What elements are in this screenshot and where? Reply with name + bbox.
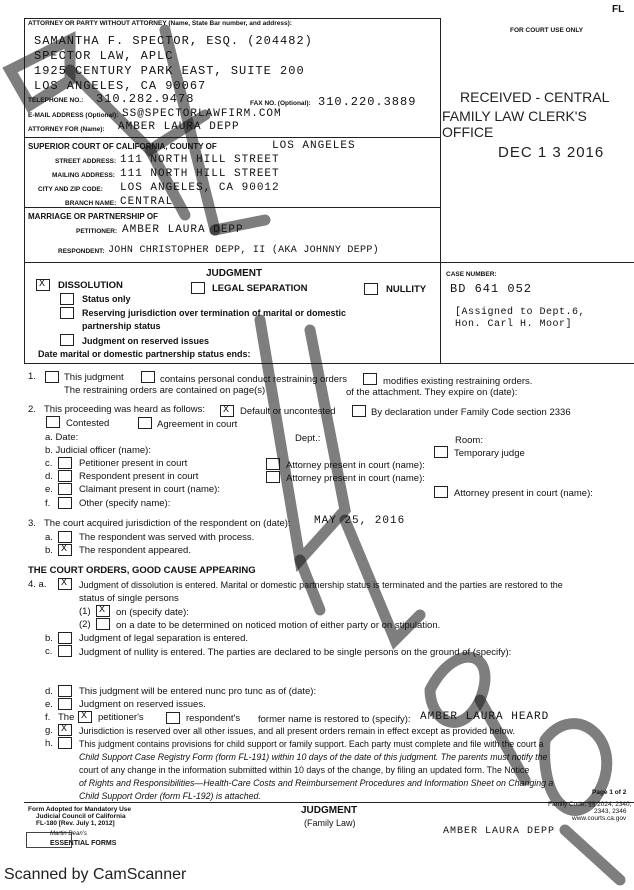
date-ends-label: Date marital or domestic partnership status ends: xyxy=(38,349,251,359)
received-stamp-date: DEC 1 3 2016 xyxy=(498,144,605,161)
attorney-line: LOS ANGELES, CA 90067 xyxy=(34,79,207,93)
item-4h-letter: h. xyxy=(45,738,53,749)
assigned-line-1: [Assigned to Dept.6, xyxy=(455,307,586,318)
street-label: STREET ADDRESS: xyxy=(55,158,117,165)
judicial-officer-label: b. Judicial officer (name): xyxy=(45,445,151,456)
item-4a-1-num: (1) xyxy=(79,606,91,617)
item-4a-2-num: (2) xyxy=(79,619,91,630)
item-4h-text-1: This judgment contains provisions for child support or family support. Each party must complete and file with the court a xyxy=(79,739,544,749)
form-adopted-3: FL-180 [Rev. July 1, 2012] xyxy=(36,820,115,827)
item-2c-letter: c. xyxy=(45,458,53,469)
item-3-text: The court acquired jurisdiction of the respondent on (date): xyxy=(44,518,291,529)
item-4e-letter: e. xyxy=(45,699,53,710)
item-2-text-a: This proceeding was heard as follows: xyxy=(44,404,206,415)
jurisdiction-date: MAY 25, 2016 xyxy=(314,515,406,527)
petitioner-label: PETITIONER: xyxy=(76,228,118,235)
item-2f-letter: f. xyxy=(45,498,51,509)
respondent-label: RESPONDENT: xyxy=(58,248,105,255)
form-adopted-2: Judicial Council of California xyxy=(36,813,126,820)
claimant-attorney-label: Attorney present in court (name): xyxy=(454,488,593,499)
item-4h-text-2: Child Support Case Registry Form (form FL-191) within 10 days of the date of this judgment. The parents must notify the xyxy=(79,752,548,762)
item-4f-letter: f. xyxy=(45,712,51,723)
page-number: Page 1 of 2 xyxy=(592,789,627,796)
item-4b-letter: b. xyxy=(45,633,53,644)
item-4g-letter: g. xyxy=(45,725,53,736)
orders-title: THE COURT ORDERS, GOOD CAUSE APPEARING xyxy=(28,565,256,576)
email-label: E-MAIL ADDRESS (Optional): xyxy=(28,112,119,119)
fax-value: 310.220.3889 xyxy=(318,95,417,109)
item-3a-letter: a. xyxy=(45,532,53,543)
mailing-value: 111 NORTH HILL STREET xyxy=(120,168,280,180)
marriage-label: MARRIAGE OR PARTNERSHIP OF xyxy=(28,212,158,221)
item-1-number: 1. xyxy=(28,371,36,382)
status-only-label: Status only xyxy=(82,294,131,304)
reserving-label-2: partnership status xyxy=(82,321,161,331)
footer-subtitle: (Family Law) xyxy=(304,818,356,828)
item-2-text-c: By declaration under Family Code section 2336 xyxy=(371,407,571,418)
item-4e-text: Judgment on reserved issues. xyxy=(79,699,206,710)
claimant-present-label: Claimant present in court (name): xyxy=(79,484,220,495)
footer-name: AMBER LAURA DEPP xyxy=(443,826,556,837)
served-label: The respondent was served with process. xyxy=(79,532,255,543)
city-label: CITY AND ZIP CODE: xyxy=(38,186,103,193)
other-present-label: Other (specify name): xyxy=(79,498,171,509)
court-use-header: FOR COURT USE ONLY xyxy=(510,27,584,34)
received-stamp-line-1: RECEIVED - CENTRAL xyxy=(460,89,610,105)
telephone-label: TELEPHONE NO.: xyxy=(28,97,84,104)
hearing-dept-label: Dept.: xyxy=(295,433,321,444)
judgment-title: JUDGMENT xyxy=(206,268,263,279)
petitioner-present-label: Petitioner present in court xyxy=(79,458,188,469)
form-corner-label: FL xyxy=(612,4,625,15)
on-date-label: on (specify date): xyxy=(116,607,189,618)
form-adopted-1: Form Adopted for Mandatory Use xyxy=(28,806,132,813)
appeared-label: The respondent appeared. xyxy=(79,545,191,556)
item-4a-text-1: Judgment of dissolution is entered. Marital or domestic partnership status is terminated and the parties are restored to the xyxy=(79,580,563,590)
footer-codes-3: www.courts.ca.gov xyxy=(572,815,627,822)
item-2e-letter: e. xyxy=(45,484,53,495)
item-4f-petitioner: petitioner's xyxy=(98,712,144,723)
item-3b-letter: b. xyxy=(45,545,53,556)
branch-label: BRANCH NAME: xyxy=(65,200,117,207)
attorney-for-label: ATTORNEY FOR (Name): xyxy=(28,126,105,133)
attorney-line: SPECTOR LAW, APLC xyxy=(34,49,174,63)
email-value: SS@SPECTORLAWFIRM.COM xyxy=(122,108,282,120)
hearing-date-label: a. Date: xyxy=(45,432,79,443)
attorney-line: 1925 CENTURY PARK EAST, SUITE 200 xyxy=(34,64,305,78)
petitioner-value: AMBER LAURA DEPP xyxy=(122,224,244,236)
item-4f-respondent: respondent's xyxy=(186,713,241,724)
city-value: LOS ANGELES, CA 90012 xyxy=(120,182,280,194)
item-4d-letter: d. xyxy=(45,686,53,697)
item-4g-text: Jurisdiction is reserved over all other issues, and all present orders remain in effect except as provided below. xyxy=(79,726,516,736)
item-4h-text-3: court of any change in the information submitted within 10 days of the change, by filing an updated form. The Notice xyxy=(79,765,530,775)
case-number-label: CASE NUMBER: xyxy=(446,271,497,278)
hearing-room-label: Room: xyxy=(455,435,483,446)
scanner-caption: Scanned by CamScanner xyxy=(4,866,187,883)
item-1-text-c: modifies existing restraining orders. xyxy=(383,376,533,387)
telephone-value: 310.282.9478 xyxy=(96,92,195,106)
item-4f-restored: former name is restored to (specify): xyxy=(258,714,411,725)
mailing-label: MAILING ADDRESS: xyxy=(52,172,115,179)
item-2-number: 2. xyxy=(28,404,36,415)
assigned-line-2: Hon. Carl H. Moor] xyxy=(455,319,573,330)
item-2d-letter: d. xyxy=(45,471,53,482)
reserved-issues-label: Judgment on reserved issues xyxy=(82,336,210,346)
county-value: LOS ANGELES xyxy=(272,140,356,152)
contested-label: Contested xyxy=(66,418,110,429)
item-4f-the: The xyxy=(58,712,75,723)
item-4a-text-2: status of single persons xyxy=(79,593,179,604)
reserving-label-1: Reserving jurisdiction over termination of marital or domestic xyxy=(82,308,347,318)
respondent-present-label: Respondent present in court xyxy=(79,471,199,482)
item-4c-text: Judgment of nullity is entered. The parties are declared to be single persons on the ground of (specify): xyxy=(79,647,512,658)
nullity-label: NULLITY xyxy=(386,284,427,295)
item-4h-text-5: Child Support Order (form FL-192) is attached. xyxy=(79,791,261,801)
publisher-line-2: ESSENTIAL FORMS xyxy=(50,840,117,847)
item-1-text-b: contains personal conduct restraining orders xyxy=(160,374,347,385)
item-1-text-e: of the attachment. They expire on (date): xyxy=(346,387,518,398)
item-3-number: 3. xyxy=(28,518,36,529)
to-be-determined-label: on a date to be determined on noticed motion of either party or on stipulation. xyxy=(116,620,441,631)
petitioner-attorney-label: Attorney present in court (name): xyxy=(286,460,425,471)
item-1-text-a: This judgment xyxy=(64,372,124,383)
item-4d-text: This judgment will be entered nunc pro tunc as of (date): xyxy=(79,686,317,697)
branch-value: CENTRAL xyxy=(120,196,174,208)
footer-codes-2: 2343, 2346 xyxy=(594,808,627,815)
agreement-label: Agreement in court xyxy=(157,419,238,430)
item-2-text-b: Default or uncontested xyxy=(240,406,336,417)
legal-separation-label: LEGAL SEPARATION xyxy=(212,283,308,294)
court-label: SUPERIOR COURT OF CALIFORNIA, COUNTY OF xyxy=(28,142,217,151)
item-4b-text: Judgment of legal separation is entered. xyxy=(79,633,248,644)
fax-label: FAX NO. (Optional): xyxy=(250,100,311,107)
street-value: 111 NORTH HILL STREET xyxy=(120,154,280,166)
temp-judge-label: Temporary judge xyxy=(454,448,525,459)
publisher-line-1: Martin Dean's xyxy=(50,831,87,837)
attorney-for-value: AMBER LAURA DEPP xyxy=(118,121,240,133)
respondent-value: JOHN CHRISTOPHER DEPP, II (AKA JOHNNY DEPP) xyxy=(108,245,379,256)
dissolution-label: DISSOLUTION xyxy=(58,280,123,291)
attorney-header: ATTORNEY OR PARTY WITHOUT ATTORNEY (Name, State Bar number, and address): xyxy=(28,20,292,27)
attorney-line: SAMANTHA F. SPECTOR, ESQ. (204482) xyxy=(34,34,313,48)
received-stamp-line-2: FAMILY LAW CLERK'S OFFICE xyxy=(442,108,587,140)
respondent-attorney-label: Attorney present in court (name): xyxy=(286,473,425,484)
footer-codes-1: Family Code, §§ 2024, 2340, xyxy=(548,801,632,808)
item-4a-letter: 4. a. xyxy=(28,579,47,590)
item-1-text-d: The restraining orders are contained on page(s) xyxy=(64,385,266,396)
item-4c-letter: c. xyxy=(45,646,53,657)
footer-title: JUDGMENT xyxy=(301,805,358,816)
item-4h-text-4: of Rights and Responsibilities—Health-Care Costs and Reimbursement Procedures and Information Sheet on Changing a xyxy=(79,778,554,788)
case-number-value: BD 641 052 xyxy=(450,282,533,296)
restored-name-value: AMBER LAURA HEARD xyxy=(420,711,550,723)
